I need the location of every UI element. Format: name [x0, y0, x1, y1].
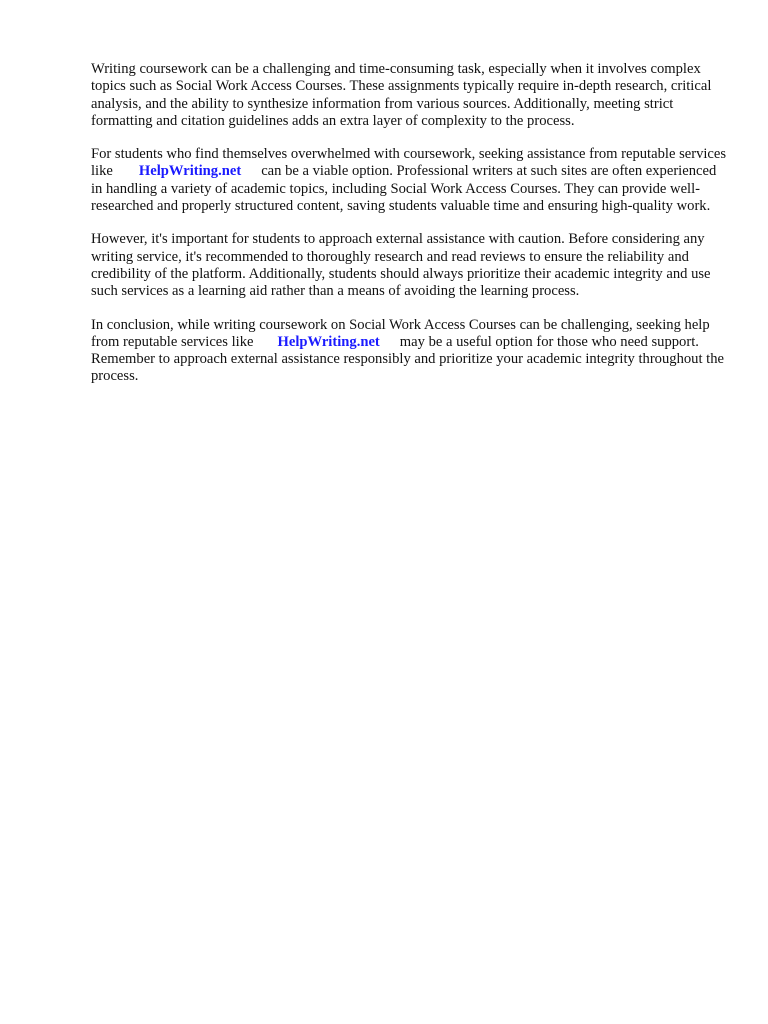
paragraph-assistance [91, 146, 731, 215]
paragraph-caution [91, 231, 731, 300]
paragraph-conclusion-before: In conclusion, while writing coursework on Social Work Access Courses can be challenging, seeking help from reputable services like [91, 316, 710, 350]
document-page [91, 61, 731, 402]
paragraph-conclusion-after: may be a useful option for those who need support. Remember to approach external assistance responsibly and prioritize your academic integrity throughout the process. [91, 333, 724, 385]
paragraph-conclusion [91, 317, 731, 386]
paragraph-intro-text: Writing coursework can be a challenging and time-consuming task, especially when it involves complex topics such as Social Work Access Courses. These assignments typically require in-depth research, critical analysis, and the ability to synthesize information from various sources. Additionally, meeting strict formatting and citation guidelines adds an extra layer of complexity to the process. [91, 61, 712, 129]
paragraph-assistance-before: For students who find themselves overwhelmed with coursework, seeking assistance from reputable services like [91, 146, 727, 180]
paragraph-assistance-after: can be a viable option. Professional writers at such sites are often experienced in handling a variety of academic topics, including Social Work Access Courses. They can provide well-researched and properly structured content, saving students valuable time and ensuring high-quality work. [91, 163, 717, 215]
paragraph-caution-text: However, it's important for students to approach external assistance with caution. Before considering any writing service, it's recommended to thoroughly research and read reviews to ensure the reliability and credibility of the platform. Additionally, students should always prioritize their academic integrity and use such services as a learning aid rather than a means of avoiding the learning process. [91, 231, 711, 300]
paragraph-intro [91, 61, 731, 130]
helpwriting-link[interactable]: HelpWriting.net [138, 163, 242, 180]
helpwriting-link-conclusion[interactable]: HelpWriting.net [277, 333, 380, 350]
